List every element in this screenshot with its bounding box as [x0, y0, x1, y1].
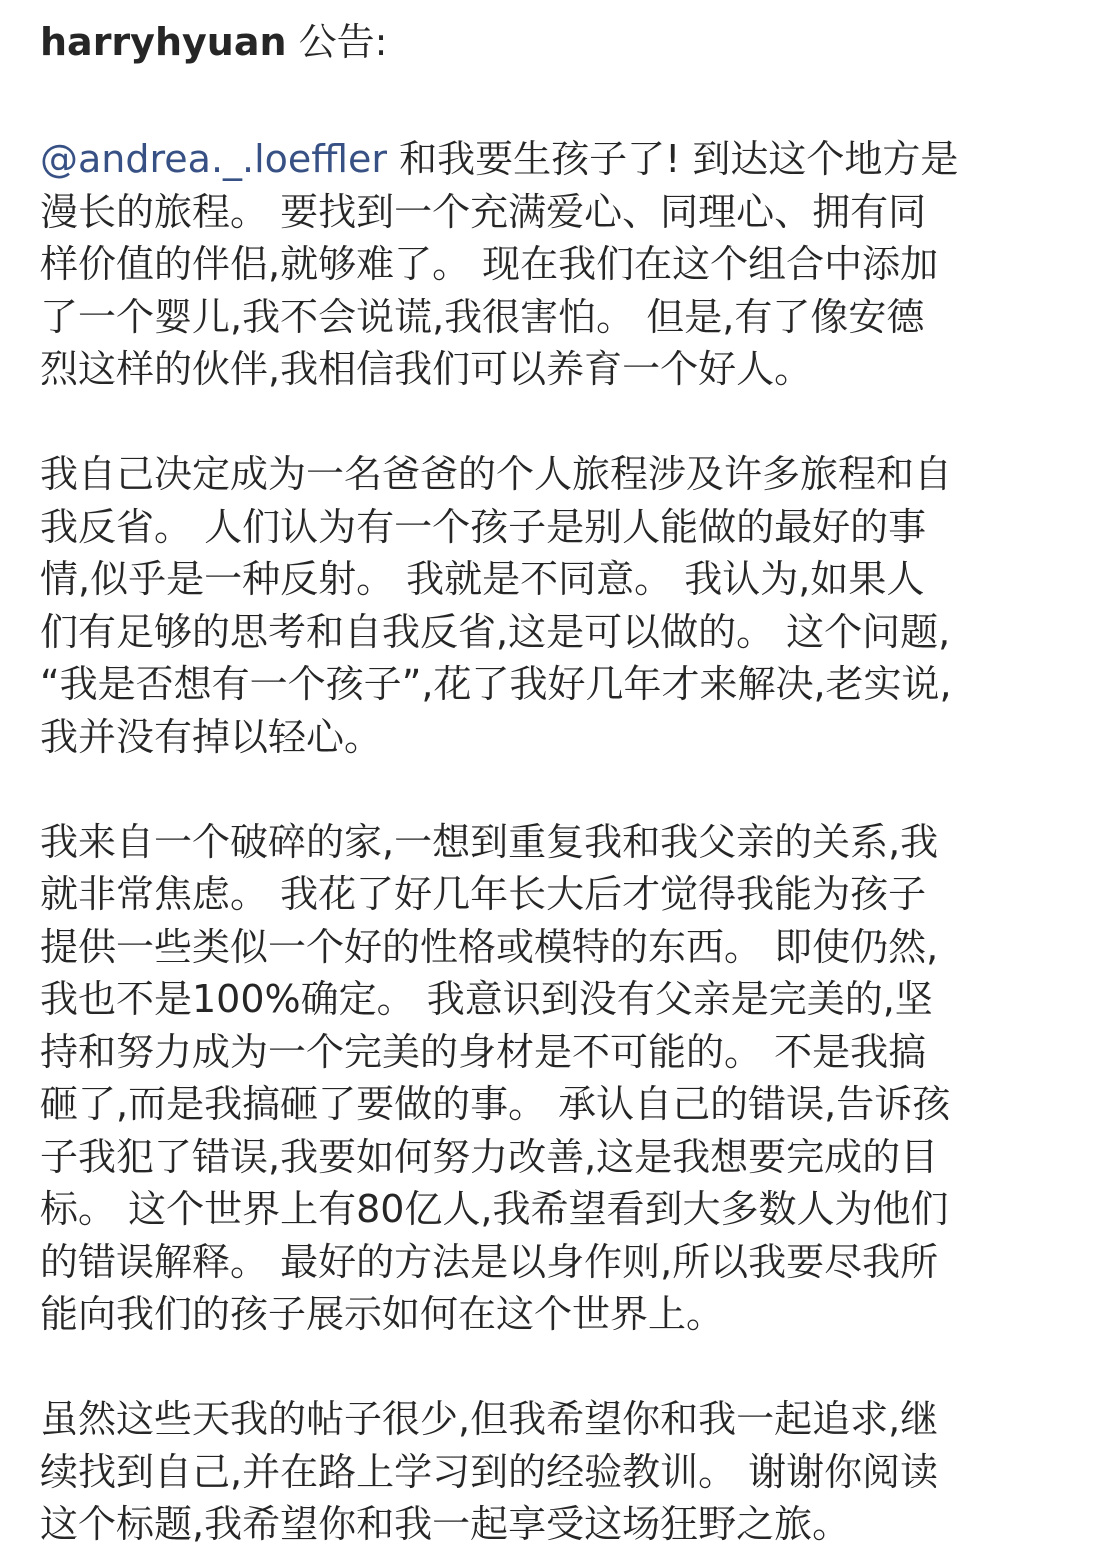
caption-paragraph — [40, 1393, 1064, 1551]
caption-line-text: 烈这样的伙伴,我相信我们可以养育一个好人。 — [40, 347, 813, 391]
caption-line — [40, 1236, 1064, 1289]
caption-line — [40, 921, 1064, 974]
caption-line — [40, 606, 1064, 659]
caption-line-text: 我反省。 人们认为有一个孩子是别人能做的最好的事 — [40, 504, 927, 549]
caption-line-text: 的错误解释。 最好的方法是以身作则,所以我要尽我所 — [40, 1239, 939, 1284]
caption-paragraph — [40, 133, 1064, 396]
caption-line — [40, 1131, 1064, 1184]
username-link[interactable]: harryhyuan — [40, 20, 287, 64]
caption-line-text: 砸了,而是我搞砸了要做的事。 承认自己的错误,告诉孩 — [40, 1082, 951, 1126]
caption-line — [40, 1078, 1064, 1131]
caption-line — [40, 501, 1064, 554]
caption-line — [40, 238, 1064, 291]
caption-header — [40, 14, 1064, 70]
caption-line — [40, 868, 1064, 921]
caption-line — [40, 711, 1064, 764]
caption-line — [40, 816, 1064, 869]
caption-line-text: 我自己决定成为一名爸爸的个人旅程涉及许多旅程和自 — [40, 452, 953, 496]
caption-line-text: 提供一些类似一个好的性格或模特的东西。 即使仍然, — [40, 924, 939, 969]
caption-line-text: 就非常焦虑。 我花了好几年长大后才觉得我能为孩子 — [40, 872, 927, 916]
caption-line-text: 能向我们的孩子展示如何在这个世界上。 — [40, 1292, 725, 1336]
caption-line — [40, 448, 1064, 501]
caption-line-text: 子我犯了错误,我要如何努力改善,这是我想要完成的目 — [40, 1134, 939, 1179]
caption-line-text: 虽然这些天我的帖子很少,但我希望你和我一起追求,继 — [40, 1397, 939, 1441]
caption-line — [40, 186, 1064, 239]
caption-line-text: 样价值的伴侣,就够难了。 现在我们在这个组合中添加 — [40, 242, 939, 286]
announcement-label: 公告: — [286, 20, 388, 64]
caption-line-text: 了一个婴儿,我不会说谎,我很害怕。 但是,有了像安德 — [40, 294, 925, 339]
caption-line — [40, 1288, 1064, 1341]
caption-line — [40, 343, 1064, 396]
caption-line — [40, 133, 1064, 186]
caption-line-text: 我并没有掉以轻心。 — [40, 714, 383, 759]
caption-paragraph — [40, 816, 1064, 1341]
caption-line — [40, 1393, 1064, 1446]
caption-line — [40, 1498, 1064, 1551]
caption-line — [40, 1026, 1064, 1079]
caption-line-text: 这个标题,我希望你和我一起享受这场狂野之旅。 — [40, 1502, 851, 1546]
caption-line-text: 持和努力成为一个完美的身材是不可能的。 不是我搞 — [40, 1029, 927, 1074]
caption-line — [40, 973, 1064, 1026]
caption-line — [40, 658, 1064, 711]
caption-line-text: 情,似乎是一种反射。 我就是不同意。 我认为,如果人 — [40, 557, 925, 601]
mention-link[interactable]: @andrea._.loeffler — [40, 137, 388, 181]
caption-line-text: 们有足够的思考和自我反省,这是可以做的。 这个问题, — [40, 609, 951, 654]
caption-paragraph — [40, 448, 1064, 763]
caption-line-text: 标。 这个世界上有80亿人,我希望看到大多数人为他们 — [40, 1187, 949, 1231]
caption-line — [40, 553, 1064, 606]
caption-line-text: 漫长的旅程。 要找到一个充满爱心、同理心、拥有同 — [40, 189, 927, 234]
caption-line-text: 续找到自己,并在路上学习到的经验教训。 谢谢你阅读 — [40, 1449, 939, 1494]
caption-line-text: 和我要生孩子了! 到达这个地方是 — [387, 137, 959, 181]
caption-line-text: 我来自一个破碎的家,一想到重复我和我父亲的关系,我 — [40, 819, 939, 864]
caption-line — [40, 291, 1064, 344]
caption-line — [40, 1446, 1064, 1499]
caption-body — [40, 133, 1064, 1551]
caption-line — [40, 1183, 1064, 1236]
caption-line-text: “我是否想有一个孩子”,花了我好几年才来解决,老实说, — [40, 662, 952, 706]
spacer — [40, 70, 1064, 133]
caption-line-text: 我也不是100%确定。 我意识到没有父亲是完美的,坚 — [40, 977, 933, 1021]
